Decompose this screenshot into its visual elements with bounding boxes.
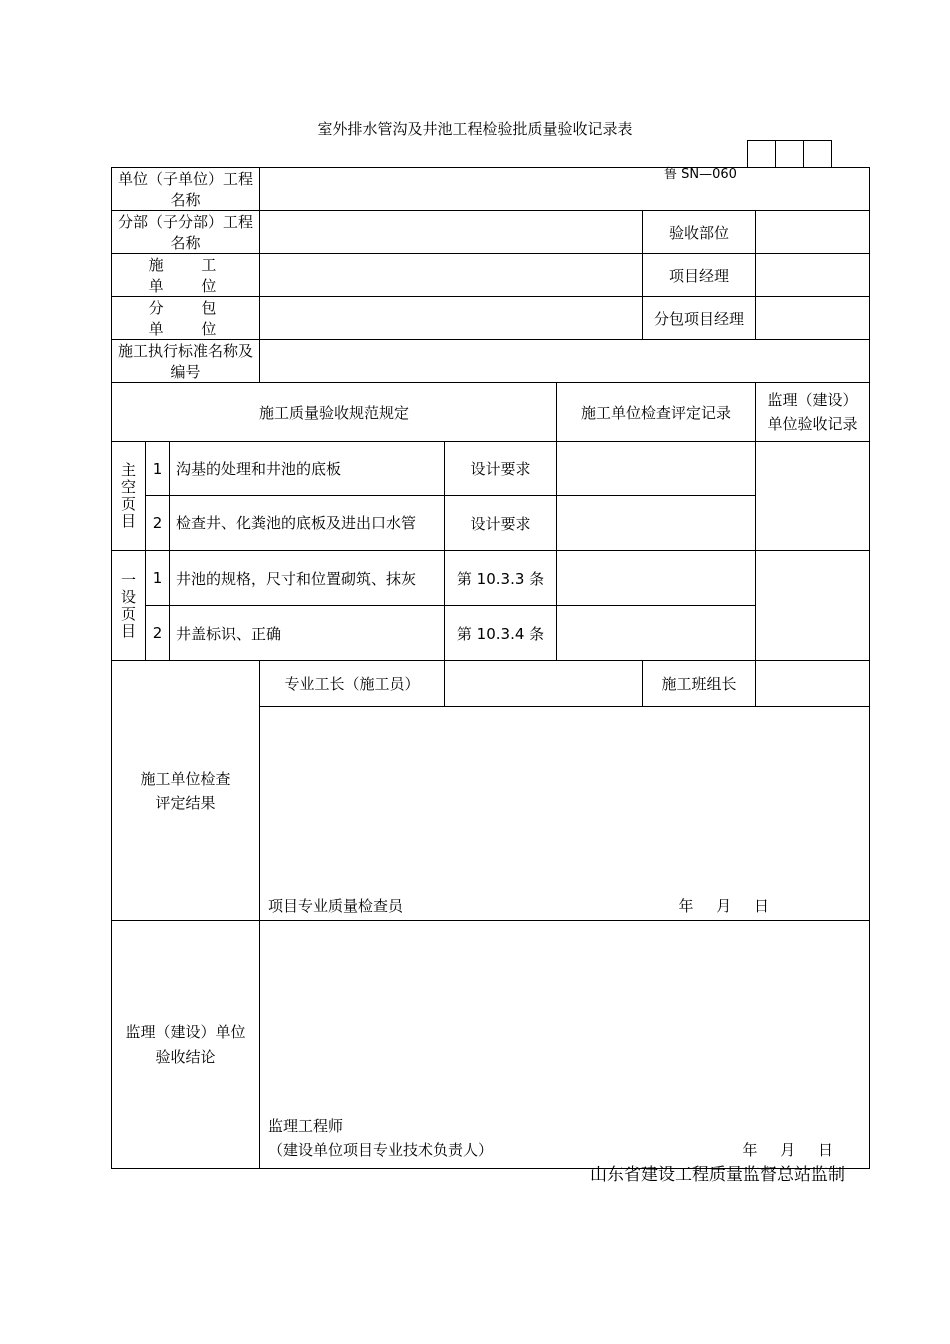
footer-issuer: 山东省建设工程质量监督总站监制 xyxy=(590,1165,845,1185)
general-item-requirement: 第 10.3.4 条 xyxy=(445,606,557,661)
supervision-date: 年 月 日 xyxy=(742,1141,834,1159)
engineer-label: 监理工程师 xyxy=(268,1117,344,1135)
general-item-record[interactable] xyxy=(557,551,756,606)
main-item-no: 2 xyxy=(146,496,170,551)
form-title: 室外排水管沟及井池工程检验批质量验收记录表 xyxy=(317,120,633,138)
team-leader-label: 施工班组长 xyxy=(643,661,756,707)
construction-result-area[interactable] xyxy=(260,707,870,921)
unit-project-field[interactable] xyxy=(260,168,870,211)
sub-project-label: 分部（子分部）工程名称 xyxy=(112,211,260,254)
main-item-requirement: 设计要求 xyxy=(445,442,557,496)
form-code: 鲁 SN—060 xyxy=(664,167,737,182)
serial-number-boxes[interactable] xyxy=(748,140,832,167)
foreman-field[interactable] xyxy=(445,661,643,707)
spec-column-header: 施工质量验收规范规定 xyxy=(112,383,557,442)
project-manager-label: 项目经理 xyxy=(643,254,756,297)
subcontract-unit-field[interactable] xyxy=(260,297,643,340)
general-item-text: 井池的规格，尺寸和位置砌筑、抹灰 xyxy=(170,551,445,606)
project-manager-field[interactable] xyxy=(756,254,870,297)
owner-label: （建设单位项目专业技术负责人） xyxy=(268,1141,494,1159)
team-leader-field[interactable] xyxy=(756,661,870,707)
main-item-text: 沟基的处理和井池的底板 xyxy=(170,442,445,496)
unit-project-label: 单位（子单位）工程名称 xyxy=(112,168,260,211)
foreman-label: 专业工长（施工员） xyxy=(260,661,445,707)
standard-label: 施工执行标准名称及编号 xyxy=(112,340,260,383)
construction-unit-label: 施 工 单 位 xyxy=(112,254,260,297)
general-item-no: 1 xyxy=(146,551,170,606)
inspection-form xyxy=(111,167,870,1169)
general-items-category: 一 设 页 目 xyxy=(112,551,146,661)
construction-record-header: 施工单位检查评定记录 xyxy=(557,383,756,442)
main-item-record[interactable] xyxy=(557,442,756,496)
general-item-no: 2 xyxy=(146,606,170,661)
main-item-requirement: 设计要求 xyxy=(445,496,557,551)
acceptance-part-field[interactable] xyxy=(756,211,870,254)
acceptance-part-label: 验收部位 xyxy=(643,211,756,254)
inspector-label: 项目专业质量检查员 xyxy=(268,897,404,915)
general-item-requirement: 第 10.3.3 条 xyxy=(445,551,557,606)
inspection-date: 年 月 日 xyxy=(678,897,770,915)
main-item-record[interactable] xyxy=(557,496,756,551)
supervision-record-header: 监理（建设） 单位验收记录 xyxy=(756,383,870,442)
standard-field[interactable] xyxy=(260,340,870,383)
construction-result-label: 施工单位检查 评定结果 xyxy=(112,661,260,921)
main-items-category: 主 空 页 目 xyxy=(112,442,146,551)
subcontract-manager-field[interactable] xyxy=(756,297,870,340)
supervision-result-area[interactable] xyxy=(260,921,870,1169)
subcontract-manager-label: 分包项目经理 xyxy=(643,297,756,340)
general-item-record[interactable] xyxy=(557,606,756,661)
main-item-supervision[interactable] xyxy=(756,442,870,551)
main-item-text: 检查井、化粪池的底板及进出口水管 xyxy=(170,496,445,551)
supervision-result-label: 监理（建设）单位 验收结论 xyxy=(112,921,260,1169)
main-item-no: 1 xyxy=(146,442,170,496)
general-item-supervision[interactable] xyxy=(756,551,870,661)
subcontract-unit-label: 分 包 单 位 xyxy=(112,297,260,340)
sub-project-field[interactable] xyxy=(260,211,643,254)
general-item-text: 井盖标识、正确 xyxy=(170,606,445,661)
construction-unit-field[interactable] xyxy=(260,254,643,297)
